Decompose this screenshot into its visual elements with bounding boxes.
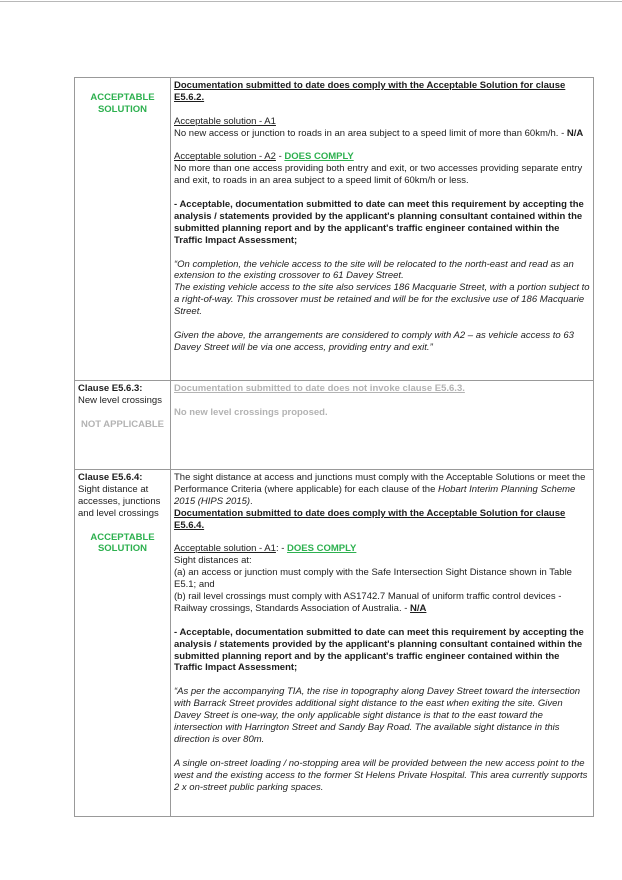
table-row (75, 470, 594, 817)
paragraph (78, 395, 167, 407)
blank-line (78, 520, 167, 532)
paragraph (174, 472, 590, 508)
paragraph (174, 383, 590, 395)
na-flag: N/A (566, 127, 584, 139)
paragraph (174, 758, 590, 794)
clause-title: New level crossings (78, 394, 162, 406)
text-run: Sight distances at: (174, 555, 252, 567)
blank-line (174, 187, 590, 199)
blank-line (78, 407, 167, 419)
paragraph (78, 472, 167, 484)
paragraph (174, 116, 590, 128)
applicant-quote: The existing vehicle access to the site also services 186 Macquarie Street, with a portion subject to a right-of-way. This crossover must be retained and will be for the exclusive use of 186 Macquarie Street. (174, 282, 590, 318)
text-run: . (250, 495, 253, 507)
status-acceptable-solution-label: ACCEPTABLE (90, 91, 155, 103)
blank-line (174, 746, 590, 758)
planning-assessment-table (74, 77, 594, 817)
text-run: (b) rail level crossings must comply with AS1742.7 Manual of uniform traffic control devices - Railway crossings, Standards Association of Australia. - (174, 591, 562, 614)
table-row (75, 381, 594, 470)
paragraph (174, 128, 590, 140)
assessor-statement: - Acceptable, documentation submitted to date can meet this requirement by accepting the analysis / statements provided by the applicant's planning consultant contained within the submitted planning report and by the applicant's traffic engineer contained within the Traffic Impact Assessment; (174, 199, 584, 246)
clause-e564-title-cell (75, 470, 171, 817)
clause-number: Clause E5.6.3: (78, 383, 143, 394)
non-invoked-heading: Documentation submitted to date does not invoke clause E5.6.3. (174, 383, 465, 394)
blank-line (174, 395, 590, 407)
paragraph (174, 282, 590, 318)
status-not-applicable-label: NOT APPLICABLE (80, 418, 165, 430)
text-run: - (275, 151, 285, 163)
clause-e563-title-cell (75, 381, 171, 470)
paragraph (174, 151, 590, 163)
scheme-reference: Hobart Interim Planning Scheme 2015 (HIPS 2015) (174, 483, 576, 507)
acceptable-solution-a1-heading: Acceptable solution - A1 (174, 543, 276, 555)
applicant-quote: “As per the accompanying TIA, the rise in topography along Davey Street toward the intersection with Barrack Street provides additional sight distance to the east when exiting the site. Given Davey Street is one-way, the only applicable sight distance is that to the east toward the intersection with Harrington Street and Sandy Bay Road. The available sight distance in this direction is over 80m. (174, 686, 581, 745)
compliance-heading: Documentation submitted to date does comply with the Acceptable Solution for clause E5.6.4. (174, 507, 566, 531)
text-run: (a) an access or junction must comply with the Safe Intersection Sight Distance shown in Table E5.1; and (174, 567, 572, 591)
non-invoked-note: No new level crossings proposed. (174, 406, 328, 418)
blank-line (174, 247, 590, 259)
clause-title: Sight distance at accesses, junctions and level crossings (78, 483, 161, 519)
table-row (75, 78, 594, 381)
clause-e562-status-cell (75, 78, 171, 381)
status-acceptable-solution-label: SOLUTION (97, 103, 148, 115)
status-acceptable-solution-label: SOLUTION (97, 543, 148, 555)
blank-line (174, 140, 590, 152)
blank-line (174, 318, 590, 330)
blank-line (174, 674, 590, 686)
blank-line (78, 80, 167, 92)
paragraph (174, 80, 590, 104)
paragraph (78, 419, 167, 431)
text-run: The sight distance at access and junctions must comply with the Acceptable Solutions or meet the Performance Criteria (where applicable) for each clause of the (174, 472, 586, 495)
paragraph (78, 383, 167, 395)
acceptable-solution-a2-heading: Acceptable solution - A2 (174, 151, 276, 163)
applicant-quote: “On completion, the vehicle access to the site will be relocated to the north-east and read as an extension to the existing crossover to 61 Davey Street. (174, 258, 574, 282)
blank-line (174, 532, 590, 544)
paragraph (174, 407, 590, 419)
paragraph (174, 555, 590, 567)
compliance-heading: Documentation submitted to date does comply with the Acceptable Solution for clause E5.6.2. (174, 80, 566, 103)
paragraph (174, 567, 590, 591)
applicant-quote: Given the above, the arrangements are considered to comply with A2 – as vehicle access to 63 Davey Street will be via one access, providing entry and exit.” (174, 329, 574, 353)
paragraph (78, 543, 167, 555)
paragraph (174, 163, 590, 187)
paragraph (78, 484, 167, 520)
page-top-edge (0, 1, 622, 2)
clause-e562-assessment-cell (171, 78, 594, 381)
clause-e564-assessment-cell (171, 470, 594, 817)
does-comply-flag: DOES COMPLY (284, 151, 354, 163)
paragraph (78, 532, 167, 544)
status-acceptable-solution-label: ACCEPTABLE (90, 531, 155, 543)
paragraph (174, 591, 590, 615)
paragraph (174, 508, 590, 532)
blank-line (174, 104, 590, 116)
text-run: : - (275, 543, 288, 555)
paragraph (174, 627, 590, 675)
paragraph (174, 543, 590, 555)
clause-number: Clause E5.6.4: (78, 472, 143, 483)
does-comply-flag: DOES COMPLY (287, 543, 357, 555)
assessor-statement: - Acceptable, documentation submitted to date can meet this requirement by accepting the analysis / statements provided by the applicant's planning consultant contained within the submitted planning report and by the applicant's traffic engineer contained within the Traffic Impact Assessment; (174, 626, 584, 674)
applicant-quote: A single on-street loading / no-stopping area will be provided between the new access point to the west and the existing access to the former St Helens Private Hospital. This area currently supports 2 x on-street public parking spaces. (174, 757, 588, 793)
blank-line (174, 615, 590, 627)
paragraph (78, 92, 167, 104)
paragraph (174, 686, 590, 746)
acceptable-solution-a1-heading: Acceptable solution - A1 (174, 115, 276, 127)
na-flag: N/A (410, 602, 427, 614)
paragraph (78, 104, 167, 116)
clause-e563-assessment-cell (171, 381, 594, 470)
paragraph (174, 330, 590, 354)
paragraph (174, 259, 590, 283)
text-run: No more than one access providing both entry and exit, or two accesses providing separate entry and exit, to roads in an area subject to a speed limit of 60km/h or less. (174, 163, 583, 187)
paragraph (174, 199, 590, 247)
text-run: No new access or junction to roads in an area subject to a speed limit of more than 60km/h. - (174, 127, 567, 139)
